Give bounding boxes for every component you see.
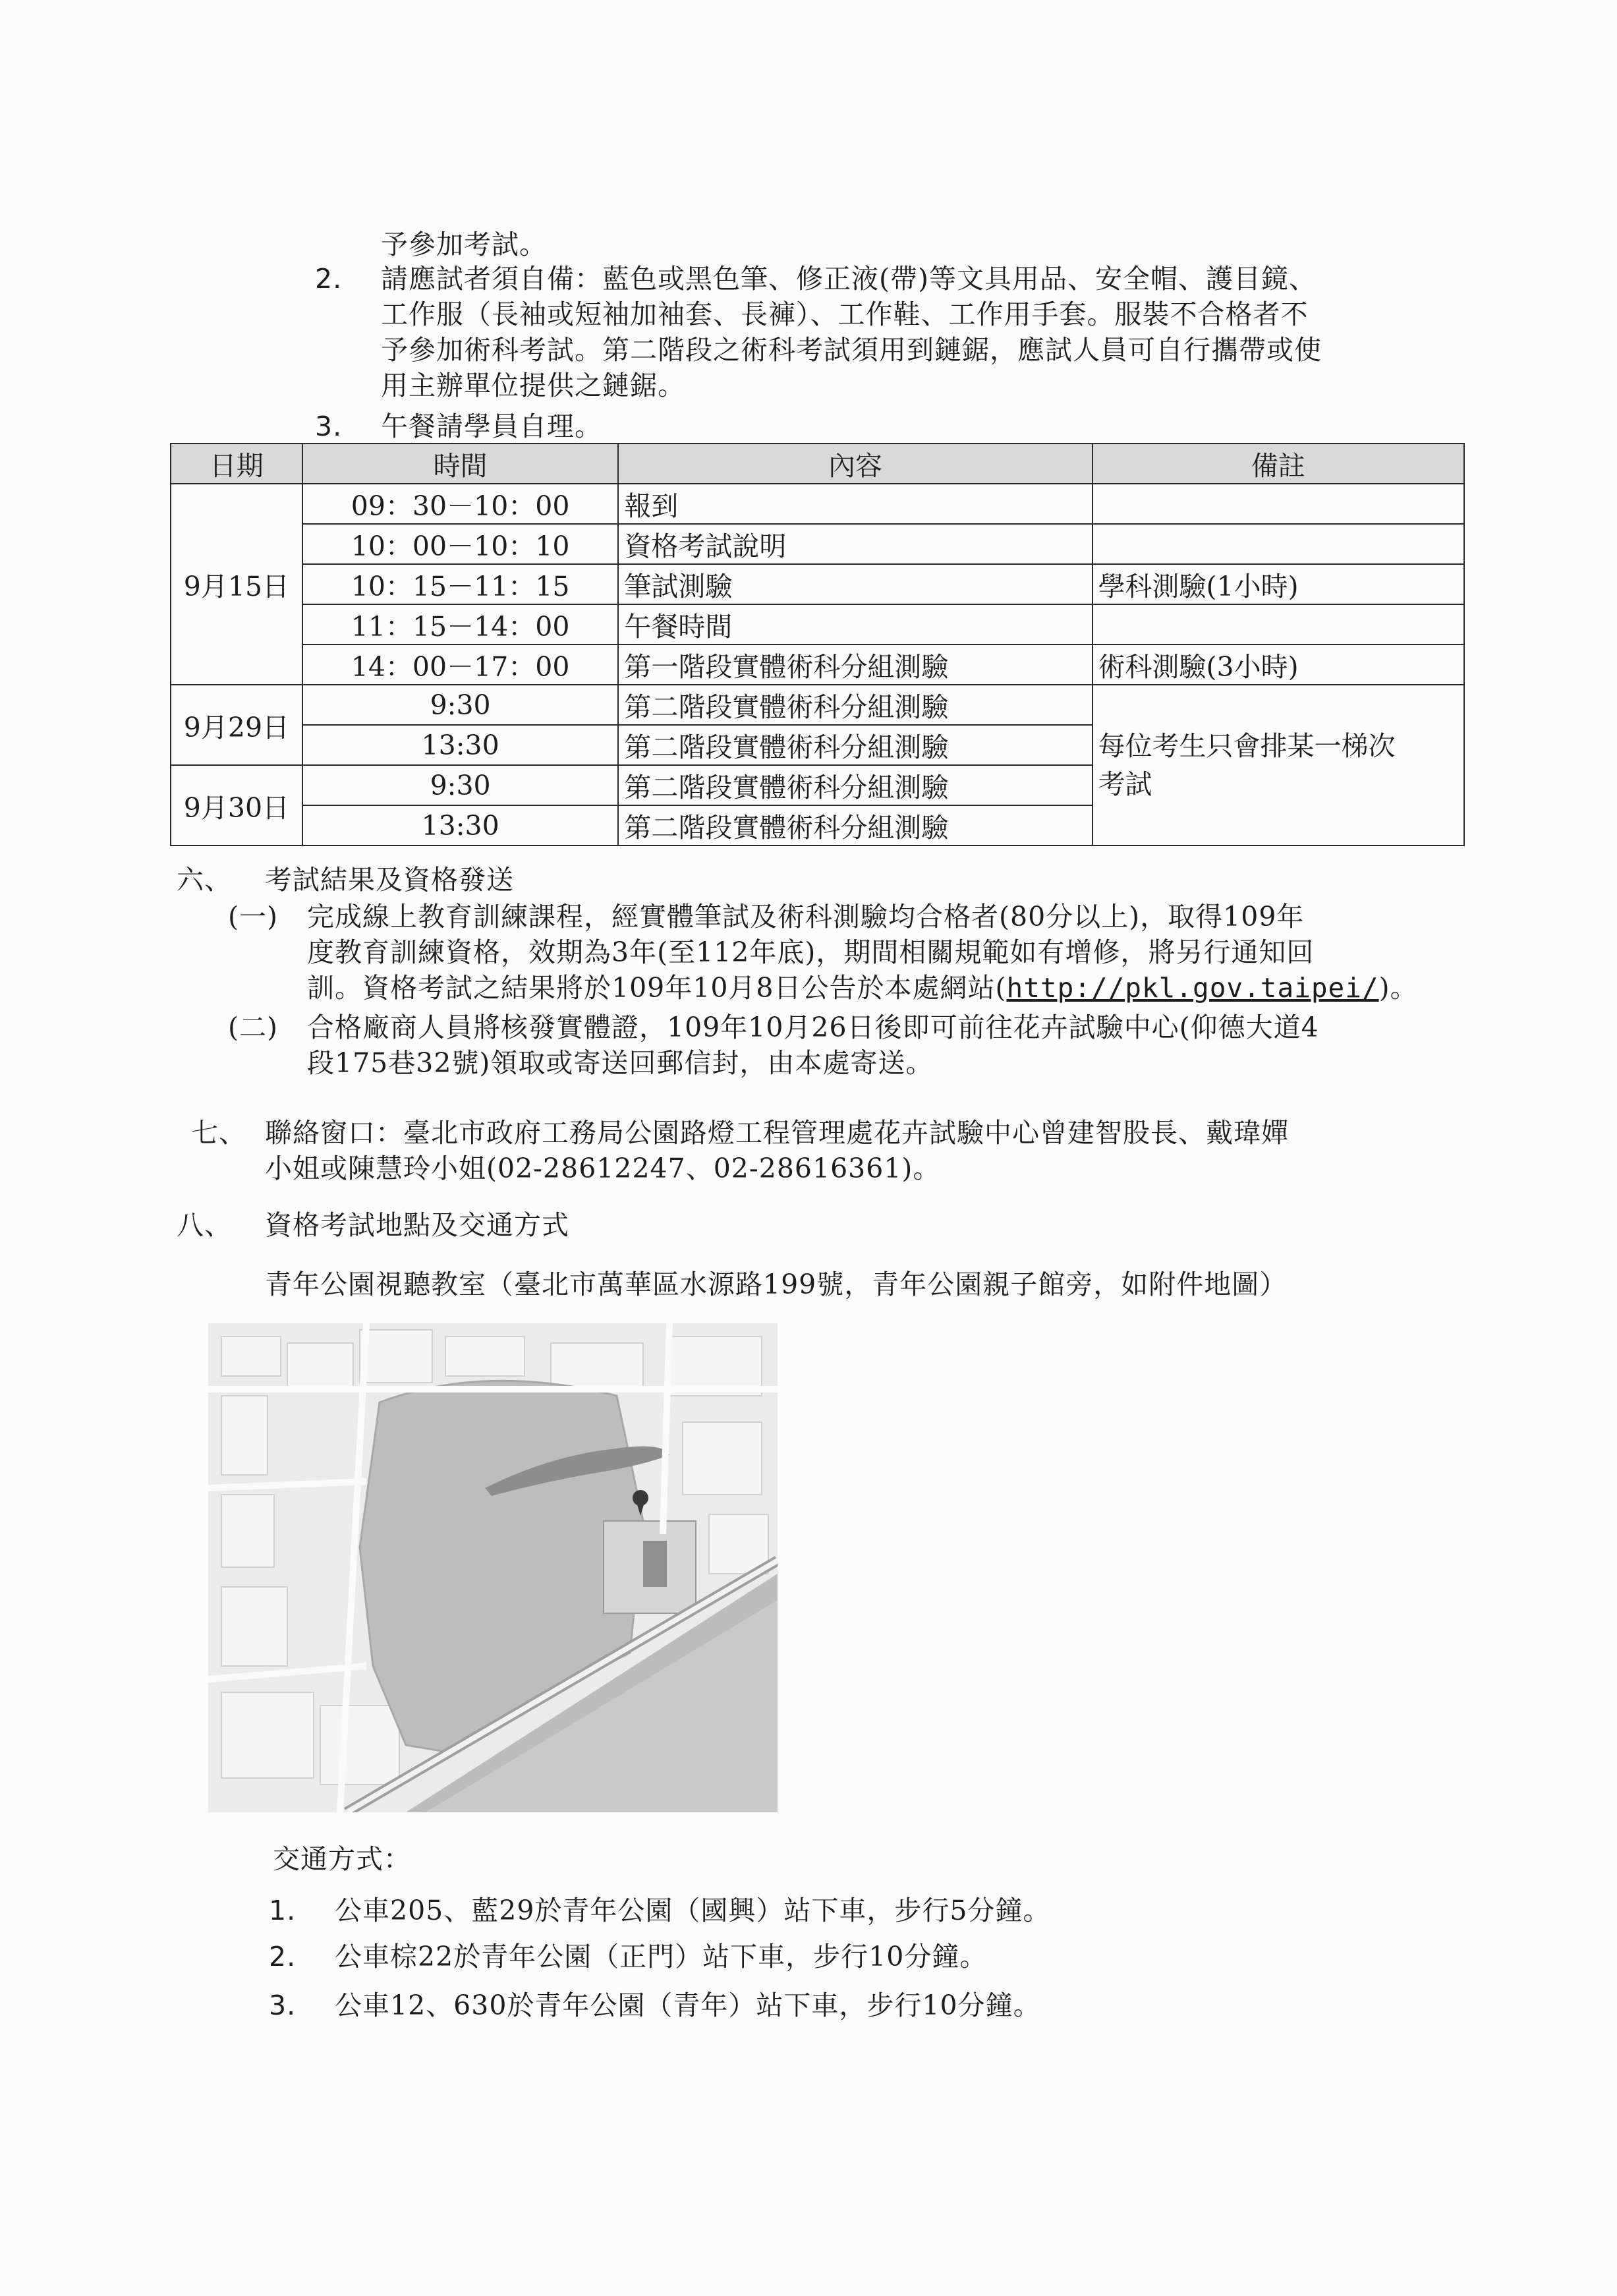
section-6-item-1-number: (一) — [228, 901, 278, 933]
content-cell: 午餐時間 — [618, 604, 1092, 645]
content-cell: 第二階段實體術科分組測驗 — [618, 685, 1092, 725]
transport-3-text: 公車12、630於青年公園（青年）站下車，步行10分鐘。 — [335, 1990, 1041, 2021]
date-cell: 9月15日 — [171, 484, 302, 685]
transport-1-number: 1. — [269, 1895, 297, 1926]
date-cell: 9月30日 — [171, 765, 302, 846]
content-cell: 報到 — [618, 484, 1092, 524]
time-cell: 9:30 — [302, 685, 619, 725]
content-cell: 資格考試說明 — [618, 524, 1092, 564]
note-2-line-3: 予參加術科考試。第二階段之術科考試須用到鏈鋸，應試人員可自行攜帶或使 — [381, 334, 1322, 366]
section-8-number: 八、 — [177, 1209, 232, 1241]
section-8-title: 資格考試地點及交通方式 — [265, 1209, 569, 1241]
note-continuation: 予參加考試。 — [381, 229, 547, 260]
date-cell: 9月29日 — [171, 685, 302, 765]
transport-2-number: 2. — [269, 1941, 297, 1972]
content-cell: 筆試測驗 — [618, 564, 1092, 604]
table-row — [171, 645, 1464, 685]
header-date: 日期 — [171, 444, 302, 484]
website-link[interactable]: http://pkl.gov.taipei/ — [1006, 972, 1379, 1004]
header-note: 備註 — [1092, 444, 1464, 484]
transport-3-number: 3. — [269, 1990, 297, 2021]
schedule-table — [170, 443, 1465, 846]
section-6-item-1-line-2: 度教育訓練資格，效期為3年(至112年底)，期間相關規範如有增修，將另行通知回 — [307, 936, 1315, 968]
section-7-line-2: 小姐或陳慧玲小姐(02-28612247、02-28616361)。 — [265, 1153, 941, 1184]
section-7-line-1: 聯絡窗口：臺北市政府工務局公園路燈工程管理處花卉試驗中心曾建智股長、戴瑋嬋 — [265, 1117, 1289, 1149]
section-6-item-1-line-3-end: )。 — [1378, 972, 1418, 1004]
time-cell: 13:30 — [302, 805, 619, 846]
note-2-line-4: 用主辦單位提供之鏈鋸。 — [381, 370, 685, 401]
table-row — [171, 685, 1464, 725]
time-cell: 13:30 — [302, 725, 619, 765]
table-row — [171, 604, 1464, 645]
note-cell: 術科測驗(3小時) — [1092, 645, 1464, 685]
note-2-number: 2. — [315, 263, 343, 295]
transport-2-text: 公車棕22於青年公園（正門）站下車，步行10分鐘。 — [335, 1941, 988, 1972]
time-cell: 9:30 — [302, 765, 619, 805]
content-cell: 第二階段實體術科分組測驗 — [618, 765, 1092, 805]
table-row — [171, 524, 1464, 564]
schedule-header-row — [171, 444, 1464, 484]
transport-1-text: 公車205、藍29於青年公園（國興）站下車，步行5分鐘。 — [335, 1895, 1051, 1926]
section-6-item-2-number: (二) — [228, 1012, 278, 1043]
section-6-item-1-line-3-text: 訓。資格考試之結果將於109年10月8日公告於本處網站( — [307, 972, 1007, 1004]
note-cell — [1092, 604, 1464, 645]
note-cell: 學科測驗(1小時) — [1092, 564, 1464, 604]
note-2-line-2: 工作服（長袖或短袖加袖套、長褲）、工作鞋、工作用手套。服裝不合格者不 — [381, 299, 1309, 330]
time-cell: 11：15－14：00 — [302, 604, 619, 645]
venue-map — [208, 1323, 778, 1812]
time-cell: 09：30－10：00 — [302, 484, 619, 524]
content-cell: 第二階段實體術科分組測驗 — [618, 805, 1092, 846]
time-cell: 14：00－17：00 — [302, 645, 619, 685]
section-6-item-2-line-1: 合格廠商人員將核發實體證，109年10月26日後即可前往花卉試驗中心(仰德大道4 — [307, 1012, 1319, 1043]
section-6-title: 考試結果及資格發送 — [265, 864, 514, 896]
time-cell: 10：00－10：10 — [302, 524, 619, 564]
section-6-item-2-line-2: 段175巷32號)領取或寄送回郵信封，由本處寄送。 — [307, 1047, 934, 1079]
time-cell: 10：15－11：15 — [302, 564, 619, 604]
note-3-number: 3. — [315, 411, 343, 442]
header-time: 時間 — [302, 444, 619, 484]
note-cell — [1092, 484, 1464, 524]
note-3-text: 午餐請學員自理。 — [381, 411, 602, 442]
content-cell: 第一階段實體術科分組測驗 — [618, 645, 1092, 685]
content-cell: 第二階段實體術科分組測驗 — [618, 725, 1092, 765]
section-6-item-1-line-1: 完成線上教育訓練課程，經實體筆試及術科測驗均合格者(80分以上)，取得109年 — [307, 901, 1305, 933]
note-2-line-1: 請應試者須自備：藍色或黑色筆、修正液(帶)等文具用品、安全帽、護目鏡、 — [381, 263, 1317, 295]
section-6-item-1-line-3 — [307, 969, 1418, 1007]
merged-note-cell — [1092, 685, 1464, 846]
table-row — [171, 484, 1464, 524]
merged-note-line-1: 每位考生只會排某一梯次 — [1098, 730, 1396, 762]
section-7-number: 七、 — [191, 1117, 246, 1149]
venue-location: 青年公園視聽教室（臺北市萬華區水源路199號，青年公園親子館旁，如附件地圖） — [265, 1269, 1288, 1300]
note-cell — [1092, 524, 1464, 564]
transport-title: 交通方式： — [273, 1843, 411, 1875]
merged-note-line-2: 考試 — [1098, 768, 1152, 800]
section-6-number: 六、 — [177, 864, 232, 896]
table-row — [171, 564, 1464, 604]
map-graphic — [208, 1323, 778, 1812]
header-content: 內容 — [618, 444, 1092, 484]
